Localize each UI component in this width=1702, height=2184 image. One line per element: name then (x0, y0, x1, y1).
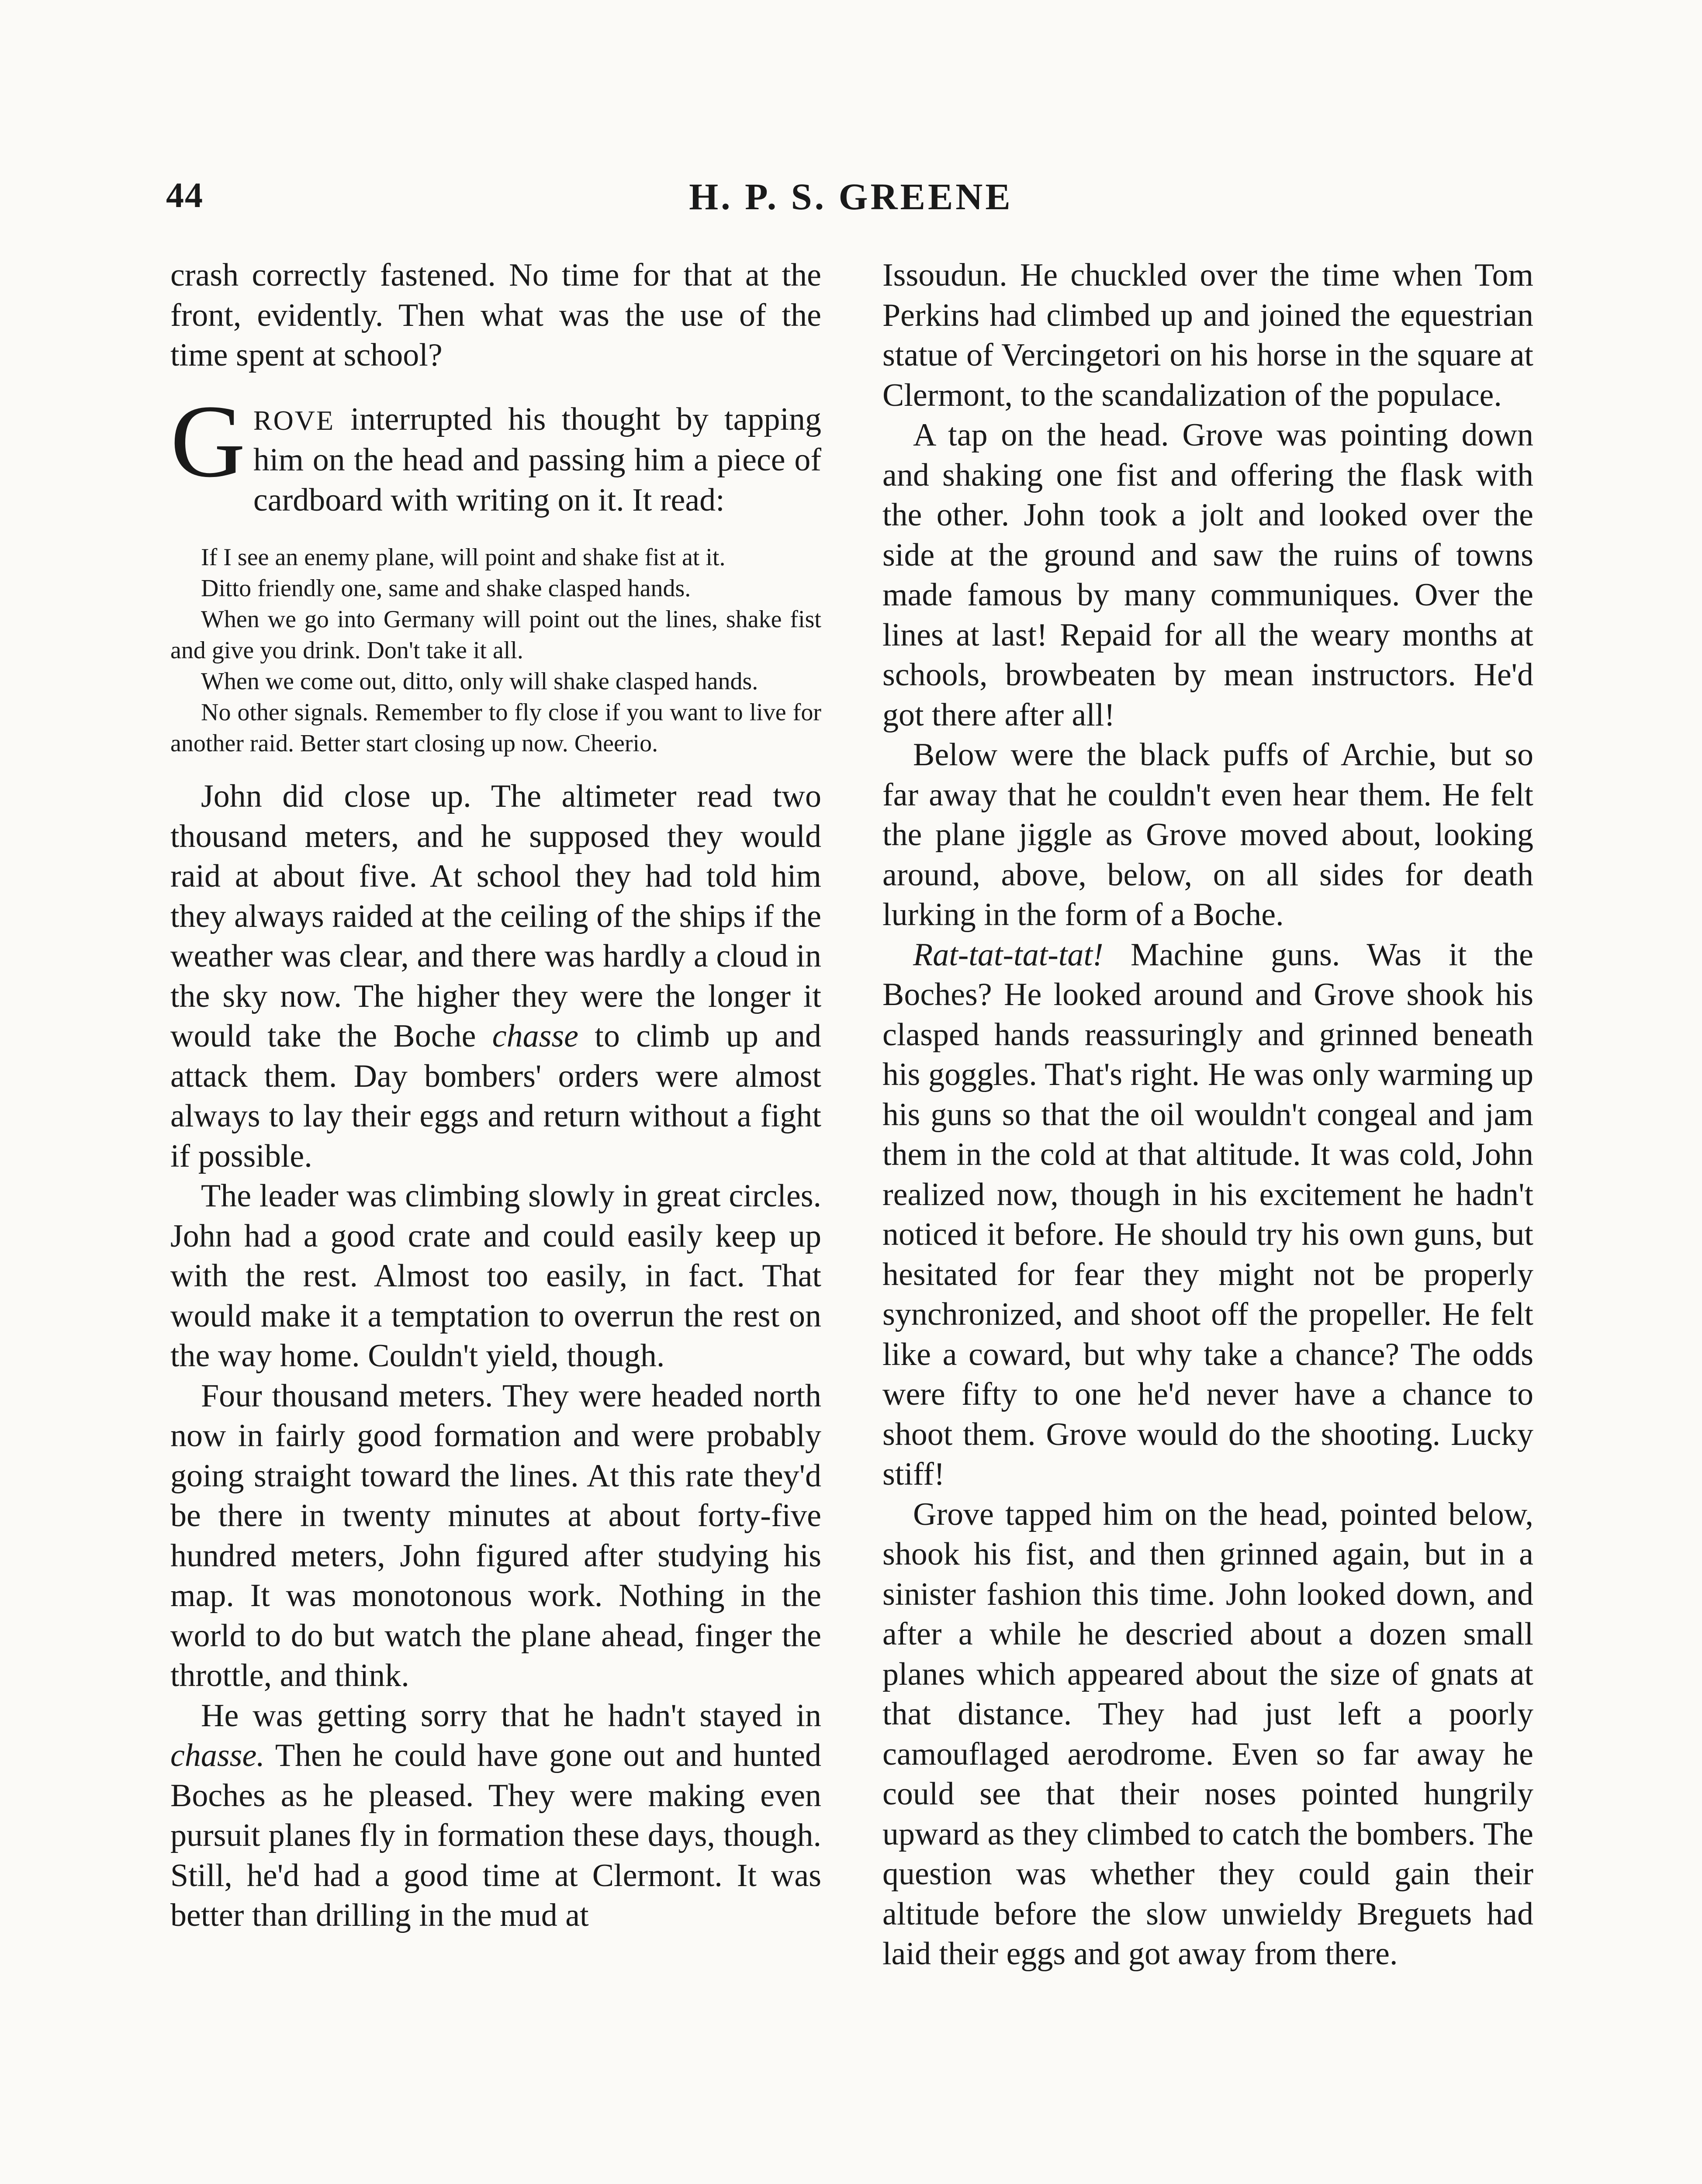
running-head: H. P. S. GREENE (689, 176, 1013, 218)
paragraph (170, 1696, 821, 1936)
paragraph: Grove tapped him on the head, pointed below, shook his fist, and then grinned again, but in a sinister fashion this time. John looked down, and after a while he descried about a dozen small planes which appeared about the size of gnats at that distance. They had just left a poorly camouflaged aerodrome. Even so far away he could see that their noses pointed hungrily upward as they climbed to catch the bombers. The question was whether they could gain their altitude before the slow unwieldy Breguets had laid their eggs and got away from there. (882, 1496, 1533, 1972)
note-line: If I see an enemy plane, will point and shake fist at it. (201, 544, 726, 571)
drop-cap: G (170, 384, 246, 499)
paragraph: Four thousand meters. They were headed north now in fairly good formation and were probably going straight toward the lines. At this rate they'd be there in twenty minutes at about forty-five hundred meters, John figured after studying his map. It was monotonous work. Nothing in the world to do but watch the plane ahead, finger the throttle, and think. (170, 1378, 821, 1693)
paragraph-dropcap (170, 384, 821, 521)
paragraph (882, 935, 1533, 1495)
right-column (882, 256, 1533, 2184)
paragraph: A tap on the head. Grove was pointing down and shaking one fist and offering the flask with the other. John took a jolt and looked over the side at the ground and saw the ruins of towns made famous by many communiques. Over the lines at last! Repaid for all the weary months at schools, browbeaten by mean instructors. He'd got there after all! (882, 417, 1533, 733)
italic-word: chasse. (170, 1738, 265, 1773)
cardboard-note (170, 542, 821, 759)
paragraph-text: Then he could have gone out and hunted Boches as he pleased. They were making even pursuit planes fly in formation these days, though. Still, he'd had a good time at Clermont. It was better than drilling in the mud at (170, 1738, 821, 1933)
paragraph: Below were the black puffs of Archie, but so far away that he couldn't even hear them. He felt the plane jiggle as Grove moved about, looking around, above, below, on all sides for death lurking in the form of a Boche. (882, 737, 1533, 933)
paragraph-text: to climb up and attack them. Day bombers' orders were almost always to lay their eggs and return without a fight if possible. (170, 1018, 821, 1174)
note-line: No other signals. Remember to fly close if you want to live for another raid. Better start closing up now. Cheerio. (170, 699, 821, 757)
note-line: When we come out, ditto, only will shake clasped hands. (201, 668, 758, 695)
paragraph: The leader was climbing slowly in great circles. John had a good crate and could easily keep up with the rest. Almost too easily, in fact. That would make it a temptation to overrun the rest on the way home. Couldn't yield, though. (170, 1178, 821, 1374)
paragraph (170, 777, 821, 1176)
paragraph-text: John did close up. The altimeter read two thousand meters, and he supposed they would raid at about five. At school they had told him they always raided at the ceiling of the ships if the weather was clear, and there was hardly a cloud in the sky now. The higher they were the longer it would take the Boche (170, 778, 821, 1054)
note-line: Ditto friendly one, same and shake clasped hands. (201, 575, 691, 602)
text-columns (170, 256, 1533, 2184)
italic-word: Rat-tat-tat-tat! (913, 936, 1104, 973)
paragraph-text: He was getting sorry that he hadn't stayed in (201, 1697, 821, 1734)
page-header (166, 166, 1536, 227)
left-column (170, 256, 821, 2184)
italic-word: chasse (492, 1018, 579, 1054)
paragraph-text: interrupted his thought by tapping him on the head and passing him a piece of cardboard with writing on it. It read: (253, 401, 821, 518)
paragraph: Issoudun. He chuckled over the time when Tom Perkins had climbed up and joined the equestrian statue of Vercingetori on his horse in the square at Clermont, to the scandalization of the populace. (882, 257, 1533, 413)
paragraph: crash correctly fastened. No time for that at the front, evidently. Then what was the use of the time spent at school? (170, 257, 821, 373)
paragraph-text: Machine guns. Was it the Boches? He looked around and Grove shook his clasped hands reassuringly and grinned beneath his goggles. That's right. He was only warming up his guns so that the oil wouldn't congeal and jam them in the cold at that altitude. It was cold, John realized now, though in his excitement he hadn't noticed it before. He should try his own guns, but hesitated for fear they might not be properly synchronized, and shoot off the propeller. He felt like a coward, but why take a chance? The odds were fifty to one he'd never have a chance to shoot them. Grove would do the shooting. Lucky stiff! (882, 936, 1533, 1492)
note-line: When we go into Germany will point out the lines, shake fist and give you drink. Don't take it all. (170, 606, 821, 664)
page-number: 44 (166, 175, 204, 215)
small-caps-word: ROVE (253, 404, 335, 436)
